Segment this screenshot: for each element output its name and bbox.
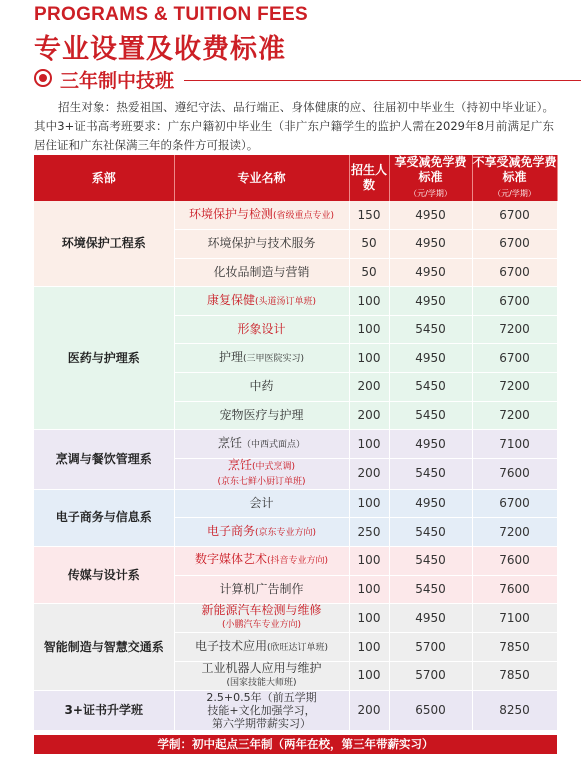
- fee-full-cell: 6700: [472, 258, 557, 287]
- major-cell: 会计: [174, 489, 349, 518]
- fee-full-cell: 6700: [472, 287, 557, 316]
- dept-cell: 3+证书升学班: [34, 690, 174, 730]
- major-cell: 环境保护与技术服务: [174, 230, 349, 259]
- fee-reduced-cell: 5450: [389, 458, 472, 489]
- table-row: [34, 287, 557, 316]
- fee-reduced-cell: 5450: [389, 401, 472, 430]
- fee-reduced-cell: 4950: [389, 230, 472, 259]
- major-cell: 烹饪(中式烹调) (京东七鲜小厨订单班): [174, 458, 349, 489]
- fee-reduced-cell: 5450: [389, 575, 472, 604]
- fee-reduced-cell: 4950: [389, 489, 472, 518]
- major-cell: 康复保健(头道汤订单班): [174, 287, 349, 316]
- fee-reduced-cell: 6500: [389, 690, 472, 730]
- major-cell: 电子商务(京东专业方向): [174, 518, 349, 547]
- enroll-cell: 100: [349, 287, 389, 316]
- table-row: [34, 201, 557, 230]
- fee-reduced-cell: 5450: [389, 315, 472, 344]
- table-row: [34, 547, 557, 576]
- enroll-cell: 100: [349, 315, 389, 344]
- major-cell: 2.5+0.5年（前五学期 技能+文化加强学习， 第六学期带薪实习）: [174, 690, 349, 730]
- fee-full-cell: 7200: [472, 315, 557, 344]
- fee-full-cell: 6700: [472, 344, 557, 373]
- header-fee-reduced: 享受减免学费标准 （元/学期）: [389, 155, 472, 201]
- dept-cell: 传媒与设计系: [34, 547, 174, 604]
- fee-full-cell: 6700: [472, 489, 557, 518]
- major-cell: 宠物医疗与护理: [174, 401, 349, 430]
- major-cell: 数字媒体艺术(抖音专业方向): [174, 547, 349, 576]
- major-cell: 电子技术应用(欣旺达订单班): [174, 633, 349, 662]
- english-title: PROGRAMS & TUITION FEES: [34, 4, 308, 25]
- enroll-cell: 100: [349, 604, 389, 633]
- enroll-cell: 100: [349, 489, 389, 518]
- fee-full-cell: 7200: [472, 373, 557, 402]
- enroll-cell: 200: [349, 690, 389, 730]
- major-cell: 烹饪（中西式面点）: [174, 430, 349, 459]
- major-cell: 中药: [174, 373, 349, 402]
- major-cell: 工业机器人应用与维护 (国家技能大师班): [174, 661, 349, 690]
- fee-reduced-cell: 4950: [389, 430, 472, 459]
- enroll-cell: 100: [349, 547, 389, 576]
- dept-cell: 烹调与餐饮管理系: [34, 430, 174, 490]
- fee-reduced-cell: 4950: [389, 344, 472, 373]
- fee-full-cell: 8250: [472, 690, 557, 730]
- major-cell: 护理(三甲医院实习): [174, 344, 349, 373]
- fee-full-cell: 7200: [472, 401, 557, 430]
- fee-full-cell: 7600: [472, 458, 557, 489]
- enroll-cell: 200: [349, 458, 389, 489]
- enroll-cell: 100: [349, 575, 389, 604]
- enroll-cell: 200: [349, 401, 389, 430]
- major-cell: 环境保护与检测(省级重点专业): [174, 201, 349, 230]
- header-dept: 系部: [34, 155, 174, 201]
- tuition-table: [34, 155, 558, 731]
- fee-reduced-cell: 5450: [389, 518, 472, 547]
- enroll-cell: 50: [349, 258, 389, 287]
- fee-reduced-cell: 4950: [389, 604, 472, 633]
- enroll-cell: 150: [349, 201, 389, 230]
- major-cell: 形象设计: [174, 315, 349, 344]
- fee-reduced-cell: 5700: [389, 633, 472, 662]
- dept-cell: 医药与护理系: [34, 287, 174, 430]
- section-header: [34, 66, 554, 92]
- fee-reduced-cell: 4950: [389, 201, 472, 230]
- table-row: [34, 489, 557, 518]
- admission-intro: 招生对象：热爱祖国、遵纪守法、品行端正、身体健康的应、往届初中毕业生（持初中毕业证）。其中3+证书高考班要求：广东户籍初中毕业生（非广东户籍学生的监护人需在2029年8月前满足广东居住证和广东社保满三年的条件方可报读）。: [34, 100, 554, 152]
- schooling-footer: 学制：初中起点三年制（两年在校，第三年带薪实习）: [34, 735, 557, 754]
- major-cell: 计算机广告制作: [174, 575, 349, 604]
- table-row: [34, 430, 557, 459]
- major-cell: 新能源汽车检测与维修 (小鹏汽车专业方向): [174, 604, 349, 633]
- fee-full-cell: 7200: [472, 518, 557, 547]
- fee-full-cell: 7850: [472, 633, 557, 662]
- header-fee-full: 不享受减免学费标准 （元/学期）: [472, 155, 557, 201]
- enroll-cell: 250: [349, 518, 389, 547]
- fee-reduced-cell: 4950: [389, 258, 472, 287]
- fee-full-cell: 6700: [472, 201, 557, 230]
- table-row: [34, 690, 557, 730]
- dept-cell: 智能制造与智慧交通系: [34, 604, 174, 691]
- enroll-cell: 100: [349, 661, 389, 690]
- fee-reduced-cell: 5450: [389, 547, 472, 576]
- header-enroll: 招生人数: [349, 155, 389, 201]
- table-row: [34, 604, 557, 633]
- fee-full-cell: 7100: [472, 604, 557, 633]
- target-bullet-icon: [34, 69, 52, 87]
- fee-full-cell: 7100: [472, 430, 557, 459]
- fee-full-cell: 7850: [472, 661, 557, 690]
- header-major: 专业名称: [174, 155, 349, 201]
- enroll-cell: 100: [349, 633, 389, 662]
- fee-full-cell: 7600: [472, 575, 557, 604]
- major-cell: 化妆品制造与营销: [174, 258, 349, 287]
- page-title: 专业设置及收费标准: [34, 34, 286, 65]
- dept-cell: 电子商务与信息系: [34, 489, 174, 546]
- table-header-row: [34, 155, 557, 201]
- dept-cell: 环境保护工程系: [34, 201, 174, 287]
- fee-reduced-cell: 4950: [389, 287, 472, 316]
- enroll-cell: 100: [349, 344, 389, 373]
- enroll-cell: 200: [349, 373, 389, 402]
- fee-full-cell: 6700: [472, 230, 557, 259]
- enroll-cell: 50: [349, 230, 389, 259]
- enroll-cell: 100: [349, 430, 389, 459]
- fee-reduced-cell: 5700: [389, 661, 472, 690]
- section-title: 三年制中技班: [60, 70, 175, 92]
- section-divider: [184, 80, 581, 81]
- fee-reduced-cell: 5450: [389, 373, 472, 402]
- fee-full-cell: 7600: [472, 547, 557, 576]
